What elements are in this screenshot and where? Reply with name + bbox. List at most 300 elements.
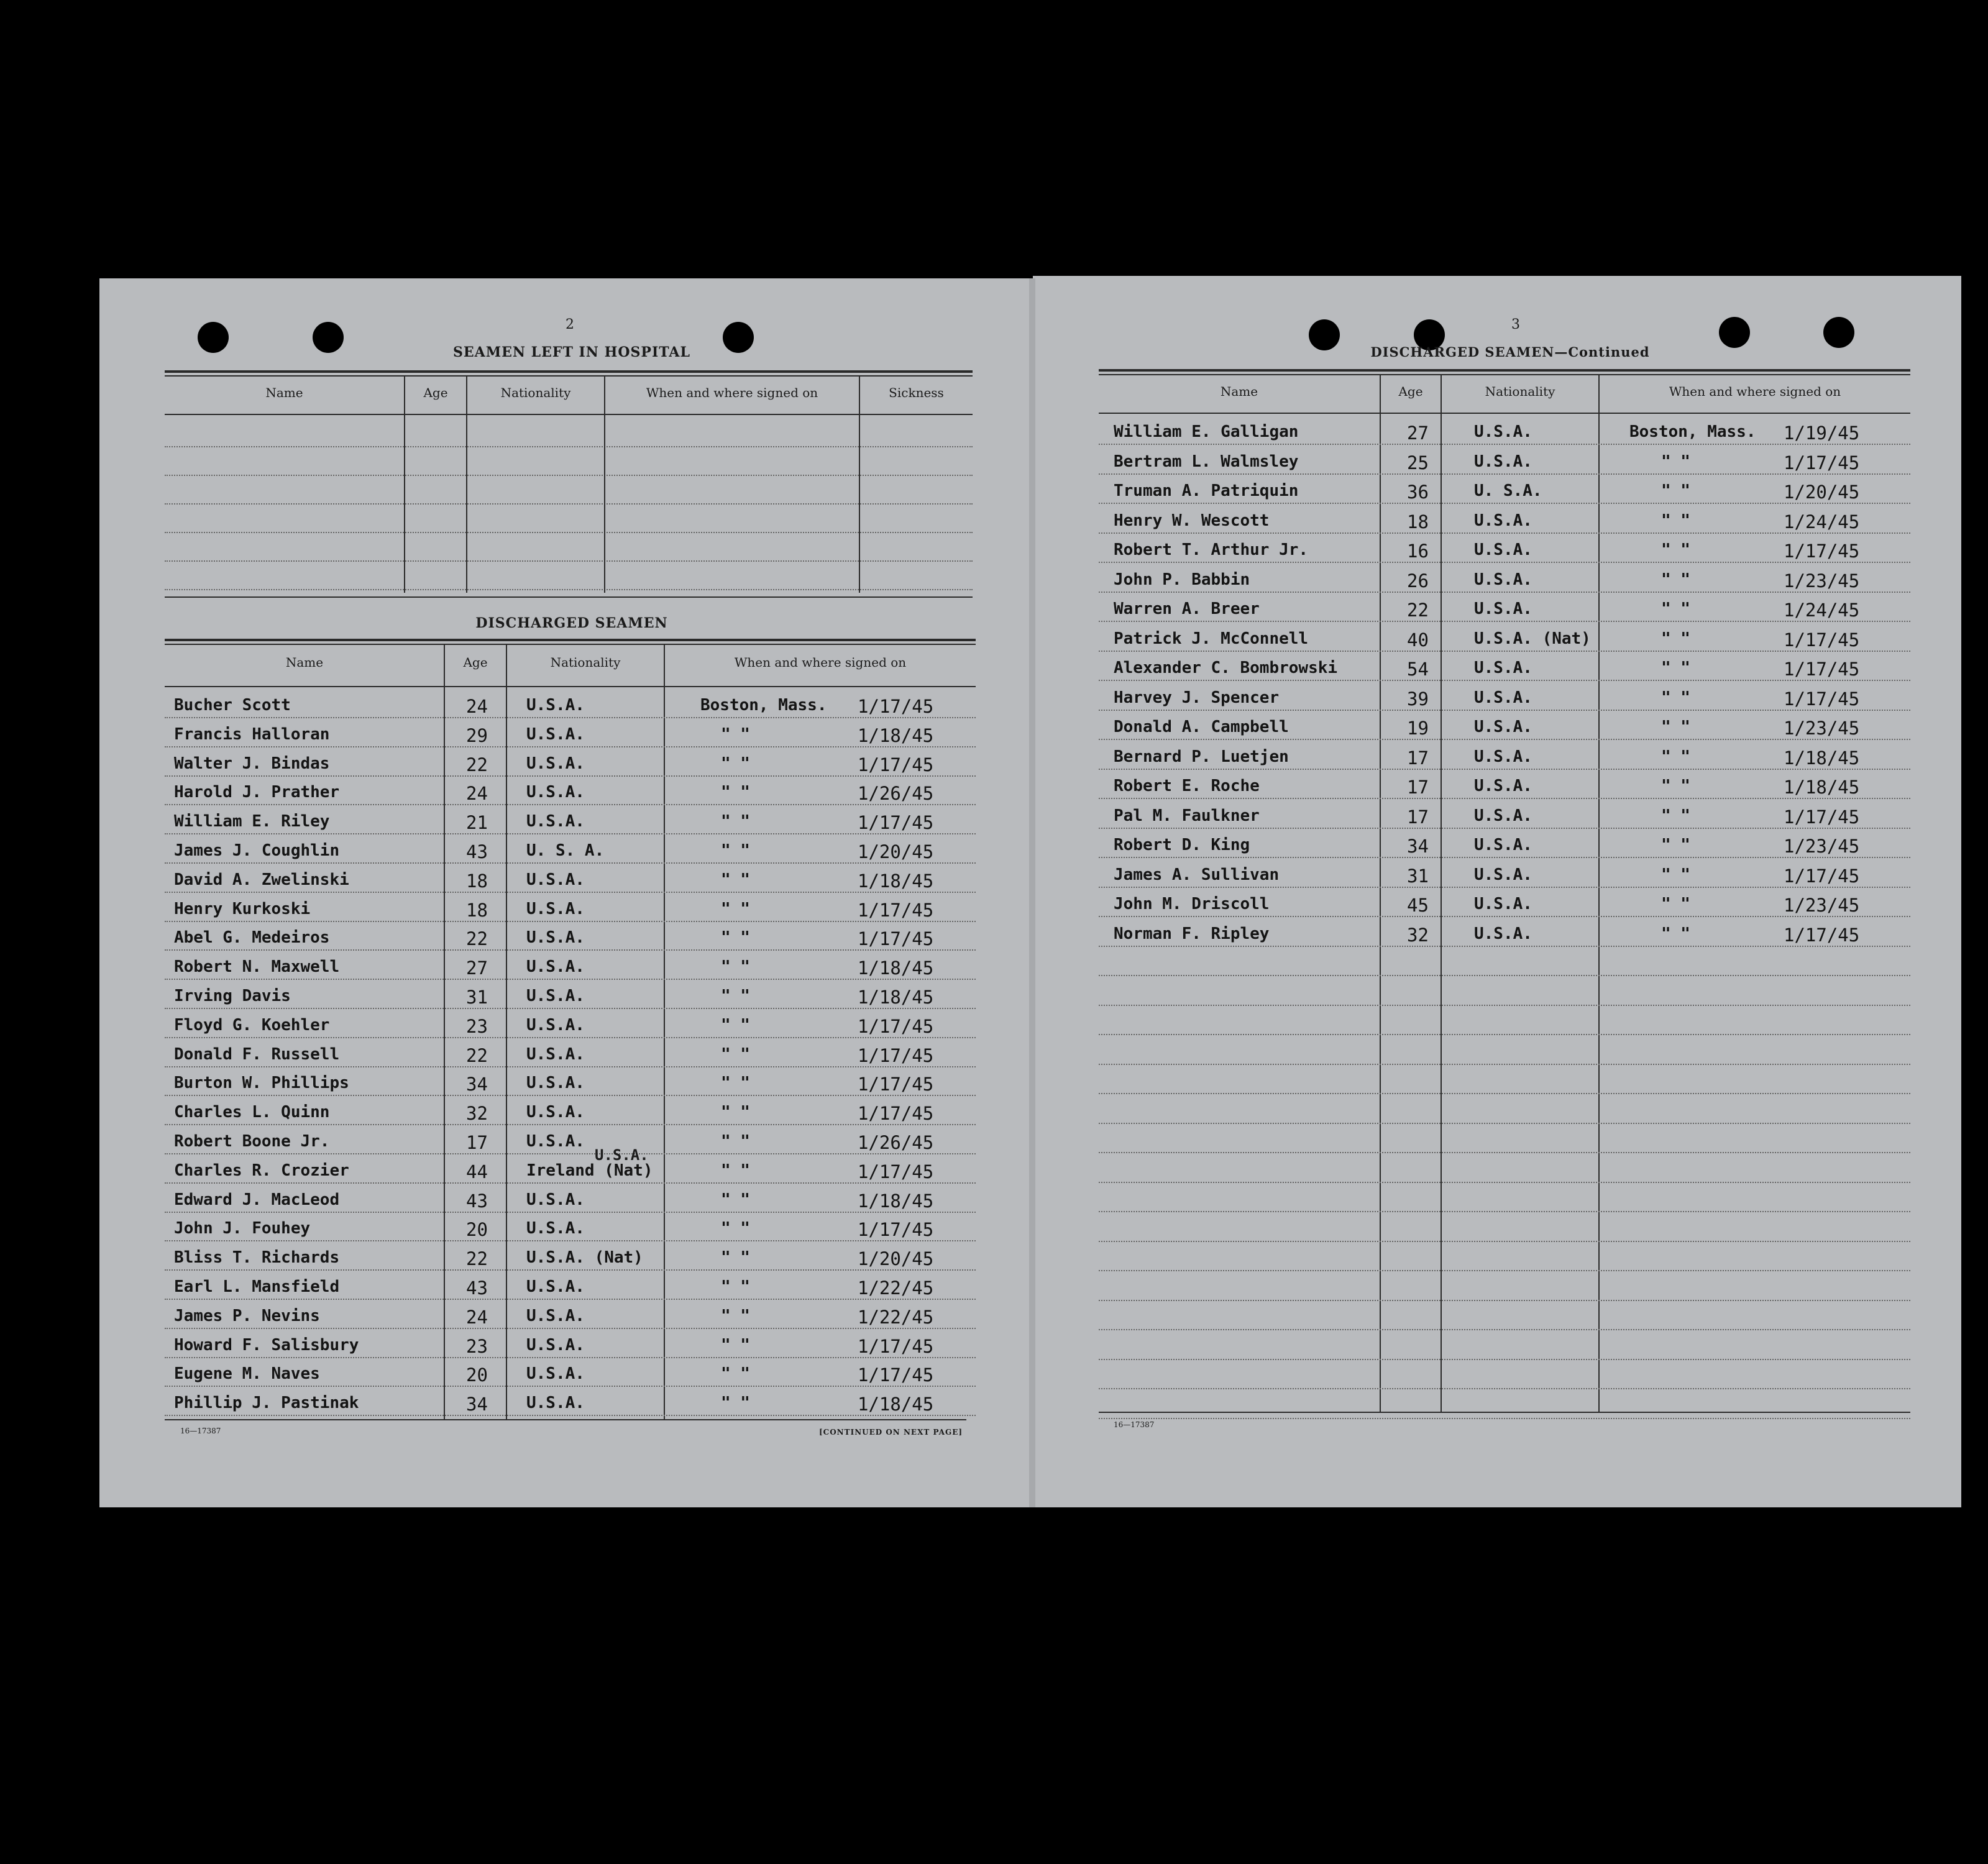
seaman-age: 18 [466,900,488,921]
seaman-age: 23 [466,1016,488,1037]
empty-row [1099,1330,1910,1360]
signed-on-place: " " [721,1074,750,1092]
hospital-row [165,560,973,590]
seaman-age: 16 [1407,541,1429,562]
signed-on-date: 1/17/45 [858,1016,934,1037]
signed-on-place: " " [721,1336,750,1355]
seaman-age: 22 [1407,600,1429,621]
binder-hole [198,322,229,353]
seaman-nationality: U.S.A. [526,957,585,976]
seaman-age: 22 [466,1248,488,1269]
signed-on-place: " " [1661,866,1690,884]
table-rule [165,596,973,598]
signed-on-place: " " [721,754,750,773]
signed-on-date: 1/17/45 [858,1103,934,1124]
seaman-name: Robert T. Arthur Jr. [1114,541,1309,559]
form-number: 16—17387 [1114,1420,1155,1429]
seaman-name: Alexander C. Bombrowski [1114,659,1338,677]
table-row [1099,533,1910,563]
seaman-age: 21 [466,812,488,833]
seaman-nationality: U.S.A. [526,1016,585,1035]
seaman-age: 19 [1407,718,1429,739]
table-row [165,1038,976,1067]
seaman-name: Bernard P. Luetjen [1114,747,1289,766]
seaman-nationality: U.S.A. [526,1277,585,1296]
page-number: 2 [566,317,574,332]
hospital-col-name: Name [265,385,303,400]
signed-on-date: 1/17/45 [858,1045,934,1066]
table-row [165,950,976,980]
seaman-name: James J. Coughlin [174,841,340,860]
signed-on-place: " " [1661,482,1690,500]
seaman-age: 43 [466,1277,488,1299]
seaman-name: Abel G. Medeiros [174,928,330,947]
signed-on-date: 1/17/45 [1784,866,1860,887]
seaman-name: William E. Riley [174,812,330,831]
table-row [165,1095,976,1125]
table-rule [165,644,976,645]
seaman-age: 34 [466,1394,488,1415]
seaman-age: 32 [466,1103,488,1124]
seaman-nationality: U.S.A. [526,696,585,715]
binder-hole [1719,317,1750,348]
seaman-age: 27 [466,957,488,979]
seaman-name: John J. Fouhey [174,1219,311,1238]
column-divider [466,375,467,593]
table-row [1099,504,1910,534]
table-row [1099,474,1910,504]
signed-on-place: " " [721,1219,750,1238]
seaman-nationality: U.S.A. [526,1074,585,1092]
table-row [165,1183,976,1213]
table-row [1099,415,1910,445]
signed-on-place: " " [721,783,750,802]
signed-on-place: " " [721,1248,750,1267]
signed-on-place: " " [721,841,750,860]
seaman-name: Patrick J. McConnell [1114,629,1309,648]
seaman-name: Phillip J. Pastinak [174,1394,359,1412]
table-row [165,1212,976,1241]
seaman-name: William E. Galligan [1114,423,1299,441]
seaman-name: Charles L. Quinn [174,1103,330,1122]
signed-on-date: 1/18/45 [1784,777,1860,798]
seaman-name: Robert Boone Jr. [174,1132,330,1151]
seaman-age: 26 [1407,570,1429,592]
table-row [1099,651,1910,681]
seaman-nationality: U.S.A. [1474,570,1532,589]
signed-on-date: 1/18/45 [1784,747,1860,769]
signed-on-place: " " [1661,600,1690,618]
table-row [165,892,976,922]
signed-on-date: 1/17/45 [858,1161,934,1182]
seaman-name: Norman F. Ripley [1114,925,1270,943]
empty-row [1099,1035,1910,1065]
table-rule [165,686,976,687]
seaman-nationality: U.S.A. [1474,747,1532,766]
table-row [165,863,976,893]
signed-on-date: 1/17/45 [1784,925,1860,946]
hospital-col-nationality: Nationality [500,385,571,400]
signed-on-date: 1/17/45 [858,1336,934,1357]
table-row [1099,828,1910,858]
seaman-age: 20 [466,1364,488,1386]
seaman-nationality: U.S.A. [1474,925,1532,943]
seaman-name: Howard F. Salisbury [174,1336,359,1355]
signed-on-date: 1/20/45 [858,841,934,862]
seaman-name: Truman A. Patriquin [1114,482,1299,500]
signed-on-place: " " [721,1394,750,1412]
seaman-nationality: U.S.A. [526,754,585,773]
empty-row [1099,1241,1910,1271]
signed-on-place: " " [1661,688,1690,707]
seaman-nationality: U.S.A. [526,987,585,1005]
table-row [165,1125,976,1154]
seaman-name: Burton W. Phillips [174,1074,349,1092]
seaman-age: 32 [1407,925,1429,946]
seaman-age: 54 [1407,659,1429,680]
seaman-name: Bertram L. Walmsley [1114,452,1299,471]
table-row [165,1270,976,1300]
seaman-nationality: U.S.A. [1474,452,1532,471]
seaman-nationality: U. S. A. [526,841,605,860]
seaman-nationality: U.S.A. [526,928,585,947]
form-number: 16—17387 [180,1427,221,1435]
signed-on-date: 1/17/45 [1784,688,1860,710]
seaman-nationality: U.S.A. [1474,659,1532,677]
seaman-age: 22 [466,1045,488,1066]
seaman-age: 17 [1407,777,1429,798]
signed-on-date: 1/23/45 [1784,718,1860,739]
empty-row [1099,1064,1910,1094]
seaman-name: Henry Kurkoski [174,900,311,918]
signed-on-date: 1/23/45 [1784,836,1860,857]
table-rule [1099,1412,1910,1413]
seaman-nationality: U.S.A. [1474,718,1532,736]
seaman-nationality: U. S.A. [1474,482,1542,500]
signed-on-date: 1/17/45 [858,812,934,833]
seaman-age: 43 [466,1190,488,1212]
empty-row [1099,1212,1910,1242]
seaman-nationality: U.S.A. [526,870,585,889]
signed-on-date: 1/24/45 [1784,600,1860,621]
signed-on-date: 1/18/45 [858,1394,934,1415]
seaman-nationality: U.S.A. [526,1103,585,1122]
empty-row [1099,1153,1910,1183]
signed-on-date: 1/20/45 [858,1248,934,1269]
signed-on-date: 1/18/45 [858,987,934,1008]
signed-on-date: 1/19/45 [1784,423,1860,444]
signed-on-date: 1/17/45 [858,1074,934,1095]
table-row [1099,445,1910,475]
signed-on-place: " " [721,900,750,918]
seaman-name: Charles R. Crozier [174,1161,349,1180]
signed-on-date: 1/26/45 [858,1132,934,1153]
seaman-name: David A. Zwelinski [174,870,349,889]
table-row [165,1386,976,1416]
seaman-age: 24 [466,696,488,717]
seaman-age: 45 [1407,895,1429,916]
discharged-col-name: Name [285,655,324,670]
binder-hole [313,322,344,353]
signed-on-place: " " [721,1103,750,1122]
signed-on-date: 1/17/45 [858,928,934,949]
empty-row [1099,1389,1910,1419]
signed-on-date: 1/23/45 [1784,895,1860,916]
seaman-age: 43 [466,841,488,862]
table-row [165,834,976,864]
table-row [1099,563,1910,593]
table-row [165,1241,976,1271]
signed-on-date: 1/17/45 [858,696,934,717]
signed-on-place: " " [721,928,750,947]
seaman-age: 25 [1407,452,1429,473]
seaman-nationality: U.S.A. [526,1364,585,1383]
seaman-age: 36 [1407,482,1429,503]
right-col-nationality: Nationality [1485,384,1555,399]
signed-on-date: 1/17/45 [858,1219,934,1240]
seaman-age: 17 [466,1132,488,1153]
signed-on-place: " " [1661,777,1690,795]
seaman-age: 17 [1407,806,1429,828]
table-row [165,747,976,777]
column-divider [604,375,605,593]
seaman-nationality: U.S.A. [1474,688,1532,707]
signed-on-place: " " [721,957,750,976]
seaman-name: Walter J. Bindas [174,754,330,773]
seaman-name: Bliss T. Richards [174,1248,340,1267]
table-row [165,1146,976,1184]
seaman-age: 24 [466,1307,488,1328]
signed-on-place: " " [721,870,750,889]
table-rule [165,375,973,377]
signed-on-place: " " [1661,629,1690,648]
table-row [1099,769,1910,799]
seaman-age: 34 [466,1074,488,1095]
seaman-name: Harvey J. Spencer [1114,688,1280,707]
discharged-section-title: DISCHARGED SEAMEN [475,615,668,631]
seaman-age: 34 [1407,836,1429,857]
discharged-continued-title: DISCHARGED SEAMEN—Continued [1370,344,1650,360]
page-number: 3 [1511,317,1520,332]
seaman-name: James A. Sullivan [1114,866,1280,884]
empty-row [1099,976,1910,1006]
signed-on-place: " " [1661,570,1690,589]
empty-row [1099,946,1910,976]
table-rule [165,370,973,373]
signed-on-place: " " [721,1016,750,1035]
seaman-name: Donald A. Campbell [1114,718,1289,736]
signed-on-date: 1/23/45 [1784,570,1860,592]
seaman-nationality: U.S.A. [526,1336,585,1355]
hospital-col-age: Age [423,385,448,400]
signed-on-date: 1/17/45 [1784,629,1860,651]
hospital-row [165,418,973,447]
table-row [1099,592,1910,622]
page-fold [1029,278,1035,1507]
discharged-col-age: Age [463,655,488,670]
signed-on-place: " " [1661,511,1690,530]
seaman-nationality: U.S.A. [526,1394,585,1412]
signed-on-place: " " [1661,806,1690,825]
seaman-nationality: U.S.A. [1474,511,1532,530]
seaman-nationality: U.S.A. [1474,866,1532,884]
table-rule [165,414,973,415]
seaman-name: James P. Nevins [174,1307,320,1325]
seaman-name: Edward J. MacLeod [174,1190,340,1209]
empty-row [1099,1123,1910,1153]
signed-on-place: " " [721,987,750,1005]
signed-on-place: " " [721,812,750,831]
seaman-nationality: U.S.A. [1474,806,1532,825]
table-row [165,921,976,951]
signed-on-place: Boston, Mass. [700,696,827,715]
seaman-age: 22 [466,754,488,775]
signed-on-place: " " [1661,895,1690,913]
signed-on-place: " " [1661,541,1690,559]
signed-on-place: " " [721,1045,750,1064]
signed-on-place: " " [1661,747,1690,766]
seaman-age: 31 [1407,866,1429,887]
signed-on-place: " " [721,1132,750,1151]
seaman-nationality: U.S.A. [1474,777,1532,795]
seaman-age: 29 [466,725,488,746]
table-row [165,1066,976,1096]
seaman-nationality: Ireland (Nat) [526,1161,653,1180]
signed-on-date: 1/18/45 [858,1190,934,1212]
seaman-nationality: U.S.A. (Nat) [1474,629,1591,648]
seaman-nationality: U.S.A. [526,1219,585,1238]
seaman-nationality: U.S.A. [526,1190,585,1209]
table-rule [1099,369,1910,372]
seaman-age: 44 [466,1161,488,1182]
seaman-age: 22 [466,928,488,949]
signed-on-date: 1/22/45 [858,1277,934,1299]
table-row [1099,622,1910,652]
seaman-nationality-correction: U.S.A. [595,1146,649,1164]
binder-hole [1309,319,1340,350]
right-col-signed-on: When and where signed on [1669,384,1841,399]
signed-on-place: " " [1661,836,1690,854]
seaman-name: Donald F. Russell [174,1045,340,1064]
empty-row [1099,1359,1910,1389]
signed-on-place: " " [721,725,750,744]
seaman-name: Bucher Scott [174,696,291,715]
signed-on-place: " " [721,1277,750,1296]
table-row [165,979,976,1009]
continued-note: [CONTINUED ON NEXT PAGE] [819,1428,963,1437]
seaman-nationality: U.S.A. [526,1045,585,1064]
seaman-name: Harold J. Prather [174,783,340,802]
table-row [1099,858,1910,888]
right-col-age: Age [1398,384,1423,399]
seaman-nationality: U.S.A. [1474,600,1532,618]
table-rule [165,1419,966,1420]
signed-on-place: " " [1661,925,1690,943]
table-rule [165,639,976,641]
signed-on-date: 1/17/45 [858,900,934,921]
table-row [165,688,976,718]
seaman-nationality: U.S.A. [526,1307,585,1325]
table-row [1099,917,1910,947]
signed-on-place: " " [1661,718,1690,736]
empty-row [1099,1271,1910,1301]
signed-on-date: 1/17/45 [1784,452,1860,473]
signed-on-date: 1/22/45 [858,1307,934,1328]
binder-hole [1823,317,1854,348]
hospital-row [165,475,973,505]
discharged-col-signed-on: When and where signed on [734,655,907,670]
empty-row [1099,1182,1910,1212]
table-row [165,1328,976,1358]
seaman-name: John P. Babbin [1114,570,1250,589]
hospital-col-sickness: Sickness [889,385,944,400]
empty-row [1099,1005,1910,1035]
signed-on-date: 1/17/45 [1784,659,1860,680]
signed-on-date: 1/18/45 [858,725,934,746]
seaman-name: John M. Driscoll [1114,895,1270,913]
table-row [1099,710,1910,740]
seaman-age: 24 [466,783,488,804]
empty-row [1099,1094,1910,1124]
signed-on-date: 1/20/45 [1784,482,1860,503]
table-row [1099,681,1910,711]
seaman-age: 23 [466,1336,488,1357]
signed-on-date: 1/17/45 [858,1364,934,1386]
seaman-name: Eugene M. Naves [174,1364,320,1383]
seaman-age: 39 [1407,688,1429,710]
column-divider [404,375,405,593]
discharged-col-nationality: Nationality [550,655,621,670]
seaman-nationality: U.S.A. (Nat) [526,1248,643,1267]
seaman-nationality: U.S.A. [526,725,585,744]
signed-on-date: 1/17/45 [858,754,934,775]
seaman-nationality: U.S.A. [526,812,585,831]
seaman-nationality: U.S.A. [526,900,585,918]
empty-row [1099,1300,1910,1330]
seaman-nationality: U.S.A. [526,783,585,802]
signed-on-place: " " [1661,659,1690,677]
seaman-age: 18 [1407,511,1429,532]
table-row [1099,799,1910,829]
seaman-age: 31 [466,987,488,1008]
seaman-name: Robert E. Roche [1114,777,1260,795]
right-col-name: Name [1220,384,1258,399]
table-row [1099,887,1910,917]
table-rule [1099,413,1910,414]
signed-on-place: " " [721,1190,750,1209]
signed-on-place: Boston, Mass. [1629,423,1756,441]
hospital-row [165,446,973,476]
signed-on-date: 1/18/45 [858,870,934,892]
seaman-age: 17 [1407,747,1429,769]
seaman-name: Warren A. Breer [1114,600,1260,618]
hospital-row [165,503,973,533]
signed-on-place: " " [721,1161,750,1180]
seaman-nationality: U.S.A. [526,1132,585,1151]
seaman-age: 40 [1407,629,1429,651]
signed-on-date: 1/24/45 [1784,511,1860,532]
table-row [165,775,976,805]
hospital-row [165,532,973,562]
seaman-name: Robert D. King [1114,836,1250,854]
seaman-nationality: U.S.A. [1474,895,1532,913]
seaman-age: 18 [466,870,488,892]
table-row [165,1008,976,1038]
seaman-name: Francis Halloran [174,725,330,744]
seaman-name: Pal M. Faulkner [1114,806,1260,825]
seaman-name: Floyd G. Koehler [174,1016,330,1035]
binder-hole [723,322,754,353]
